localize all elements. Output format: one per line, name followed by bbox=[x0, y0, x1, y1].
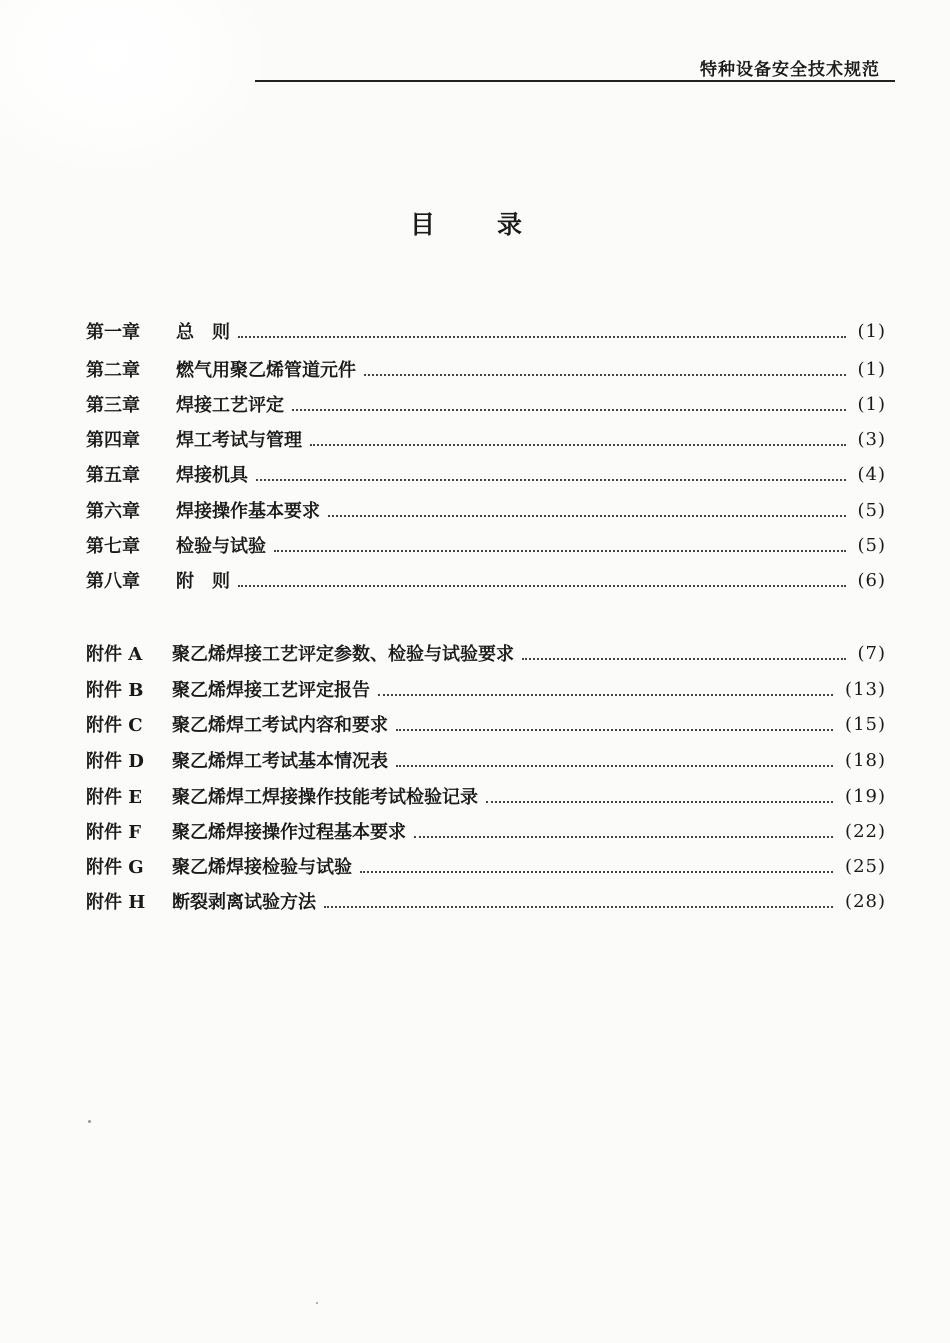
toc-entry-label: 附件 E bbox=[86, 787, 142, 808]
toc-entry-label: 第三章 bbox=[86, 395, 140, 416]
toc-entry-appendix-f[interactable] bbox=[86, 816, 886, 846]
dot-leader bbox=[396, 727, 833, 731]
toc-entry-label: 附件 F bbox=[86, 822, 142, 843]
toc-entry-title: 焊接机具 bbox=[176, 465, 248, 486]
toc-entry-label: 附件 D bbox=[86, 751, 144, 772]
toc-entry-title: 总 则 bbox=[176, 322, 230, 343]
toc-entry-chapter-3[interactable] bbox=[86, 389, 886, 419]
toc-entry-label: 附件 C bbox=[86, 715, 143, 736]
dot-leader bbox=[274, 548, 846, 552]
toc-entry-title: 断裂剥离试验方法 bbox=[172, 892, 316, 913]
toc-entry-page: (3) bbox=[857, 428, 886, 450]
toc-entry-title: 聚乙烯焊工考试基本情况表 bbox=[172, 751, 388, 772]
toc-entry-title: 附 则 bbox=[176, 571, 230, 592]
toc-entry-title: 聚乙烯焊接检验与试验 bbox=[172, 857, 352, 878]
dot-leader bbox=[414, 834, 833, 838]
toc-entry-appendix-g[interactable] bbox=[86, 851, 886, 881]
toc-entry-appendix-c[interactable] bbox=[86, 709, 886, 739]
toc-entry-title: 燃气用聚乙烯管道元件 bbox=[176, 360, 356, 381]
toc-entry-label: 第八章 bbox=[86, 571, 140, 592]
toc-entry-label: 附件 G bbox=[86, 857, 144, 878]
scan-speck bbox=[316, 1302, 318, 1304]
toc-entry-title: 聚乙烯焊接工艺评定报告 bbox=[172, 680, 370, 701]
toc-entry-label: 第二章 bbox=[86, 360, 140, 381]
dot-leader bbox=[522, 656, 846, 660]
toc-entry-page: (28) bbox=[845, 890, 886, 912]
toc-entry-title: 聚乙烯焊接工艺评定参数、检验与试验要求 bbox=[172, 644, 514, 665]
toc-entry-page: (1) bbox=[857, 320, 886, 342]
dot-leader bbox=[486, 799, 833, 803]
dot-leader bbox=[324, 904, 833, 908]
toc-entry-chapter-1[interactable] bbox=[86, 316, 886, 346]
running-header-title: 特种设备安全技术规范 bbox=[700, 60, 880, 80]
toc-entry-chapter-6[interactable] bbox=[86, 495, 886, 525]
dot-leader bbox=[364, 372, 846, 376]
toc-entry-label: 第五章 bbox=[86, 465, 140, 486]
toc-title: 目录 bbox=[410, 210, 585, 239]
toc-entry-chapter-2[interactable] bbox=[86, 354, 886, 384]
toc-entry-appendix-h[interactable] bbox=[86, 886, 886, 916]
toc-entry-page: (7) bbox=[857, 642, 886, 664]
toc-entry-page: (5) bbox=[857, 534, 886, 556]
dot-leader bbox=[256, 477, 846, 481]
toc-entry-title: 焊接操作基本要求 bbox=[176, 501, 320, 522]
dot-leader bbox=[238, 583, 846, 587]
dot-leader bbox=[292, 407, 846, 411]
dot-leader bbox=[378, 692, 833, 696]
toc-entry-page: (22) bbox=[845, 820, 886, 842]
toc-entry-label: 第七章 bbox=[86, 536, 140, 557]
toc-entry-title: 聚乙烯焊工考试内容和要求 bbox=[172, 715, 388, 736]
scan-speck bbox=[88, 1120, 91, 1123]
toc-entry-page: (1) bbox=[857, 393, 886, 415]
toc-entry-label: 附件 A bbox=[86, 644, 143, 665]
toc-entry-page: (18) bbox=[845, 749, 886, 771]
dot-leader bbox=[396, 763, 833, 767]
toc-entry-appendix-b[interactable] bbox=[86, 674, 886, 704]
dot-leader bbox=[238, 334, 846, 338]
toc-entry-title: 检验与试验 bbox=[176, 536, 266, 557]
toc-entry-appendix-d[interactable] bbox=[86, 745, 886, 775]
toc-entry-chapter-5[interactable] bbox=[86, 459, 886, 489]
toc-entry-label: 附件 H bbox=[86, 892, 146, 913]
toc-entry-label: 第四章 bbox=[86, 430, 140, 451]
toc-entry-title: 焊接工艺评定 bbox=[176, 395, 284, 416]
header-rule bbox=[255, 80, 895, 82]
toc-entry-title: 聚乙烯焊接操作过程基本要求 bbox=[172, 822, 406, 843]
toc-entry-chapter-8[interactable] bbox=[86, 565, 886, 595]
toc-entry-chapter-4[interactable] bbox=[86, 424, 886, 454]
toc-entry-page: (5) bbox=[857, 499, 886, 521]
toc-entry-page: (4) bbox=[857, 463, 886, 485]
dot-leader bbox=[310, 442, 846, 446]
dot-leader bbox=[360, 869, 833, 873]
toc-entry-page: (25) bbox=[845, 855, 886, 877]
toc-entry-page: (1) bbox=[857, 358, 886, 380]
toc-entry-page: (15) bbox=[845, 713, 886, 735]
toc-entry-chapter-7[interactable] bbox=[86, 530, 886, 560]
toc-entry-title: 聚乙烯焊工焊接操作技能考试检验记录 bbox=[172, 787, 478, 808]
toc-entry-appendix-e[interactable] bbox=[86, 781, 886, 811]
toc-entry-label: 第六章 bbox=[86, 501, 140, 522]
toc-entry-page: (13) bbox=[845, 678, 886, 700]
toc-entry-label: 附件 B bbox=[86, 680, 144, 701]
toc-entry-title: 焊工考试与管理 bbox=[176, 430, 302, 451]
toc-entry-label: 第一章 bbox=[86, 322, 140, 343]
toc-entry-appendix-a[interactable] bbox=[86, 638, 886, 668]
toc-entry-page: (19) bbox=[845, 785, 886, 807]
toc-entry-page: (6) bbox=[857, 569, 886, 591]
dot-leader bbox=[328, 513, 846, 517]
